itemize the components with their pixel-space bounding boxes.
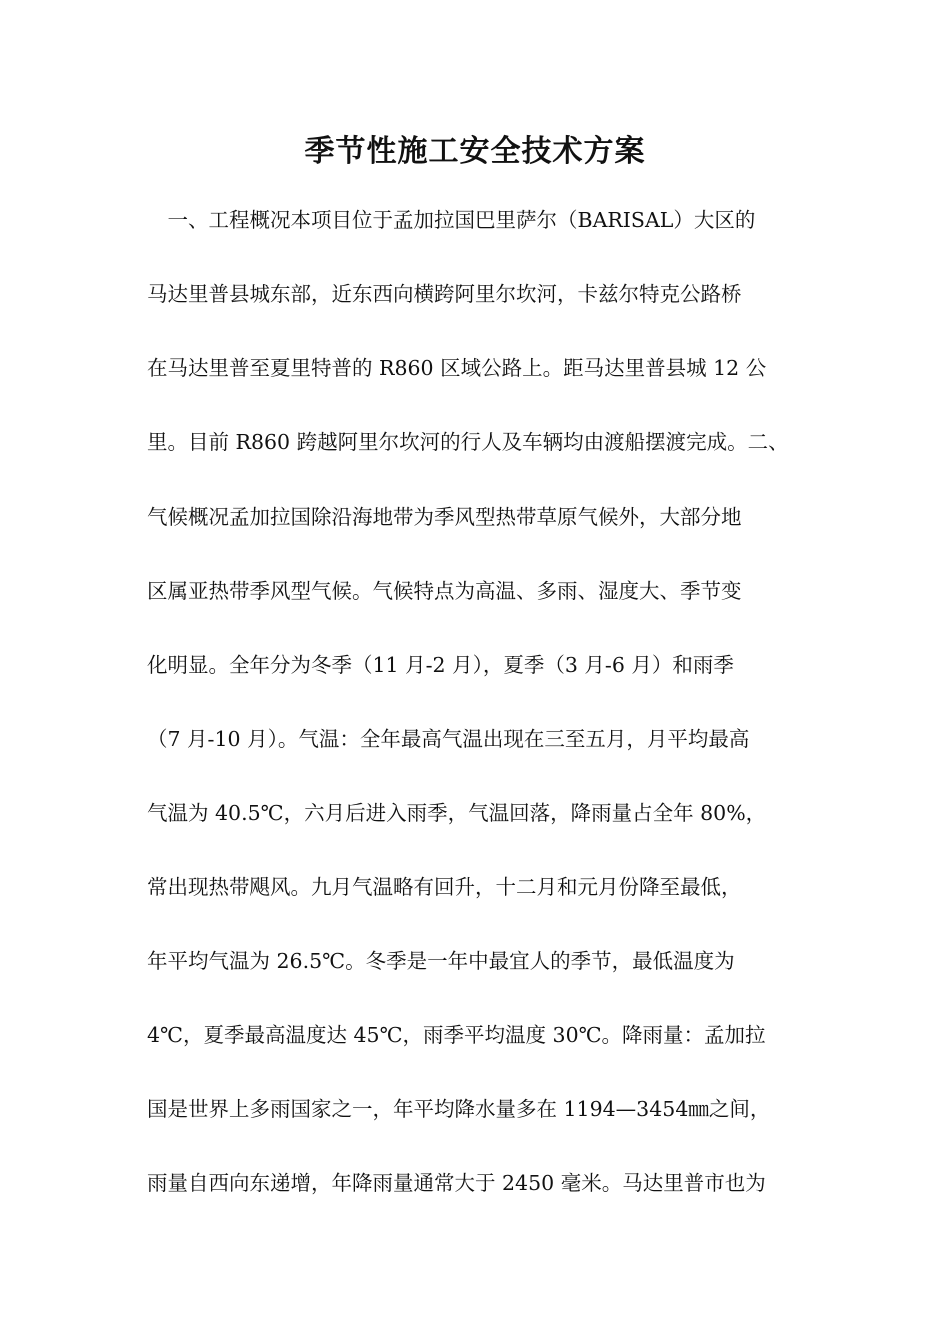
- body-line-8: （7 月-10 月）。气温：全年最高气温出现在三至五月，月平均最高: [147, 727, 750, 751]
- body-line-9: 气温为 40.5℃，六月后进入雨季，气温回落，降雨量占全年 80%，: [147, 801, 767, 825]
- body-line-6: 区属亚热带季风型气候。气候特点为高温、多雨、湿度大、季节变: [147, 579, 742, 603]
- body-line-14: 雨量自西向东递增，年降雨量通常大于 2450 毫米。马达里普市也为: [147, 1171, 766, 1195]
- document-title: 季节性施工安全技术方案: [304, 134, 646, 169]
- body-line-13: 国是世界上多雨国家之一，年平均降水量多在 1194—3454㎜之间，: [147, 1097, 771, 1121]
- body-line-10: 常出现热带飓风。九月气温略有回升，十二月和元月份降至最低，: [147, 875, 742, 899]
- body-line-2: 马达里普县城东部，近东西向横跨阿里尔坎河，卡兹尔特克公路桥: [147, 282, 742, 306]
- body-line-1: 一、工程概况本项目位于孟加拉国巴里萨尔（BARISAL）大区的: [147, 208, 756, 232]
- body-line-3: 在马达里普至夏里特普的 R860 区域公路上。距马达里普县城 12 公: [147, 356, 767, 380]
- body-line-5: 气候概况孟加拉国除沿海地带为季风型热带草原气候外，大部分地: [147, 505, 742, 529]
- body-line-7: 化明显。全年分为冬季（11 月-2 月），夏季（3 月-6 月）和雨季: [147, 653, 734, 677]
- body-line-4: 里。目前 R860 跨越阿里尔坎河的行人及车辆均由渡船摆渡完成。二、: [147, 430, 789, 454]
- body-line-12: 4℃，夏季最高温度达 45℃，雨季平均温度 30℃。降雨量：孟加拉: [147, 1023, 766, 1047]
- body-line-11: 年平均气温为 26.5℃。冬季是一年中最宜人的季节，最低温度为: [147, 949, 735, 973]
